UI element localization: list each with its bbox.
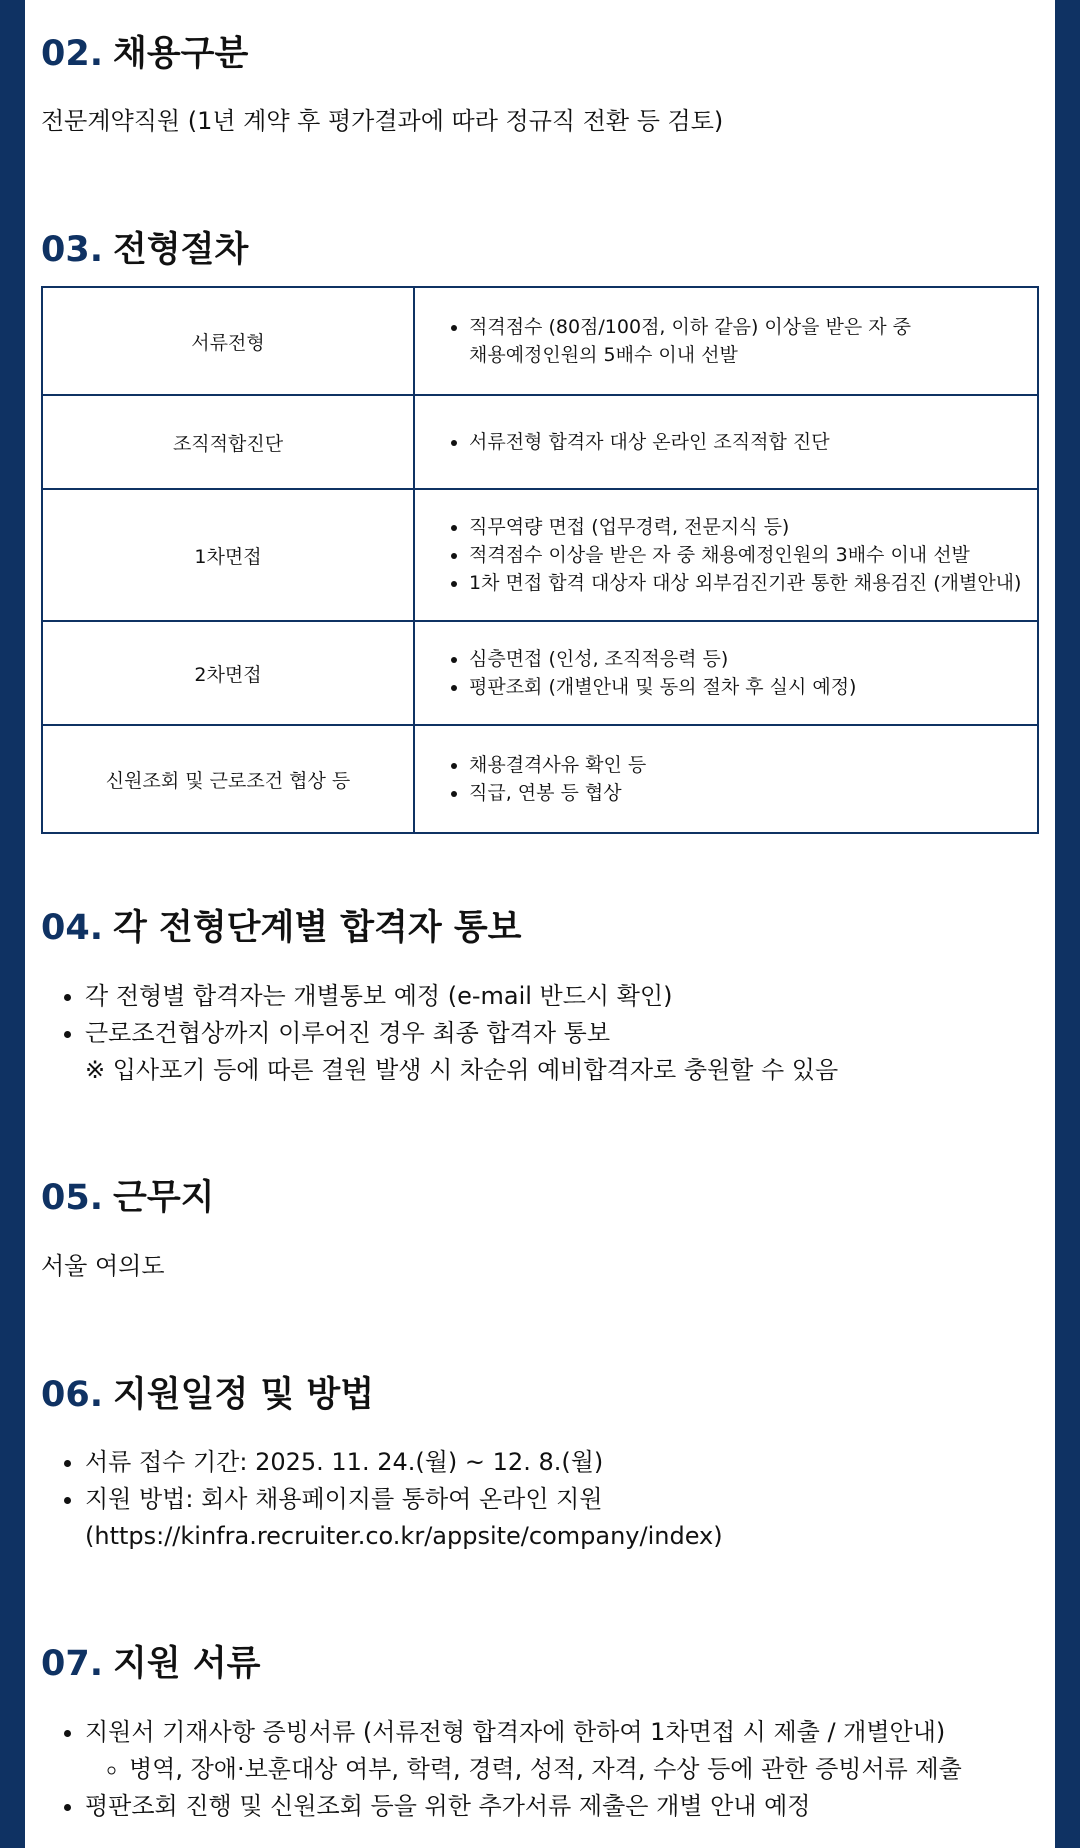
description-cell [414, 725, 1038, 833]
section-number: 07. [41, 1644, 104, 1684]
selection-process-table [41, 286, 1039, 834]
list-item: • 각 전형별 합격자는 개별통보 예정 (e-mail 반드시 확인) [85, 978, 1041, 1015]
list-item: • 채용결격사유 확인 등 [469, 751, 1036, 779]
list-item: • 심층면접 (인성, 조직적응력 등) [469, 645, 1036, 673]
section-notification-list [41, 978, 1041, 1089]
section-title: 근무지 [113, 1178, 215, 1218]
table-row [42, 621, 1038, 725]
section-number: 06. [41, 1375, 104, 1415]
section-workplace-text [41, 1249, 1041, 1283]
stage-cell: 1차면접 [42, 489, 414, 621]
stage-cell: 서류전형 [42, 287, 414, 395]
section-application-list [41, 1444, 1041, 1555]
section-documents-list [41, 1714, 1041, 1825]
table-row [42, 395, 1038, 489]
list-item: • 평판조회 (개별안내 및 동의 절차 후 실시 예정) [469, 673, 1036, 701]
list-item: • 지원 방법: 회사 채용페이지를 통하여 온라인 지원 (https://kinfra.recruiter.co.kr/appsite/company/index) [85, 1481, 1041, 1555]
section-application-schedule [41, 1373, 1041, 1417]
section-heading [41, 1373, 1041, 1417]
list-item: • 적격점수 이상을 받은 자 중 채용예정인원의 3배수 이내 선발 [469, 541, 1036, 569]
list-item: • 직급, 연봉 등 협상 [469, 779, 1036, 807]
table-row [42, 725, 1038, 833]
section-title: 지원일정 및 방법 [113, 1375, 375, 1415]
section-number: 03. [41, 230, 104, 270]
employment-type-text: 전문계약직원 (1년 계약 후 평가결과에 따라 정규직 전환 등 검토) [41, 107, 724, 135]
list-item: • 지원서 기재사항 증빙서류 (서류전형 합격자에 한하여 1차면접 시 제출 / 개별안내) ◦ 병역, 장애·보훈대상 여부, 학력, 경력, 성적, 자격, 수상 등에 관한 증빙서류 제출 [85, 1714, 1041, 1788]
section-employment-type [41, 32, 1041, 76]
section-title: 전형절차 [113, 230, 249, 270]
section-title: 각 전형단계별 합격자 통보 [113, 908, 522, 948]
section-heading [41, 32, 1041, 76]
list-item: • 적격점수 (80점/100점, 이하 같음) 이상을 받은 자 중 채용예정인원의 5배수 이내 선발 [469, 313, 1036, 369]
description-cell [414, 287, 1038, 395]
section-employment-type-text [41, 104, 1041, 138]
section-title: 지원 서류 [113, 1644, 261, 1684]
section-workplace [41, 1176, 1041, 1220]
description-cell [414, 395, 1038, 489]
section-number: 02. [41, 34, 104, 74]
section-heading [41, 1176, 1041, 1220]
stage-cell: 2차면접 [42, 621, 414, 725]
list-item: • 서류전형 합격자 대상 온라인 조직적합 진단 [469, 428, 1036, 456]
section-documents [41, 1642, 1041, 1686]
table-row [42, 489, 1038, 621]
page [25, 0, 1055, 1848]
section-selection-process [41, 228, 1041, 272]
description-cell [414, 621, 1038, 725]
section-notification [41, 906, 1041, 950]
stage-cell: 조직적합진단 [42, 395, 414, 489]
note-text: ※ 입사포기 등에 따른 결원 발생 시 차순위 예비합격자로 충원할 수 있음 [85, 1056, 839, 1084]
table-row [42, 287, 1038, 395]
stage-cell: 신원조회 및 근로조건 협상 등 [42, 725, 414, 833]
application-url-link[interactable]: (https://kinfra.recruiter.co.kr/appsite/company/index) [85, 1522, 723, 1550]
section-number: 05. [41, 1178, 104, 1218]
list-item: • 근로조건협상까지 이루어진 경우 최종 합격자 통보 ※ 입사포기 등에 따른 결원 발생 시 차순위 예비합격자로 충원할 수 있음 [85, 1015, 1041, 1089]
list-item: • 평판조회 진행 및 신원조회 등을 위한 추가서류 제출은 개별 안내 예정 [85, 1788, 1041, 1825]
list-item: • 서류 접수 기간: 2025. 11. 24.(월) ~ 12. 8.(월) [85, 1444, 1041, 1481]
sub-list-item: ◦ 병역, 장애·보훈대상 여부, 학력, 경력, 성적, 자격, 수상 등에 관한 증빙서류 제출 [129, 1751, 1041, 1788]
description-cell [414, 489, 1038, 621]
list-item: • 1차 면접 합격 대상자 대상 외부검진기관 통한 채용검진 (개별안내) [469, 569, 1036, 597]
section-number: 04. [41, 908, 104, 948]
section-title: 채용구분 [113, 34, 249, 74]
section-heading [41, 906, 1041, 950]
section-heading [41, 228, 1041, 272]
section-heading [41, 1642, 1041, 1686]
list-item: • 직무역량 면접 (업무경력, 전문지식 등) [469, 513, 1036, 541]
workplace-text: 서울 여의도 [41, 1252, 165, 1280]
